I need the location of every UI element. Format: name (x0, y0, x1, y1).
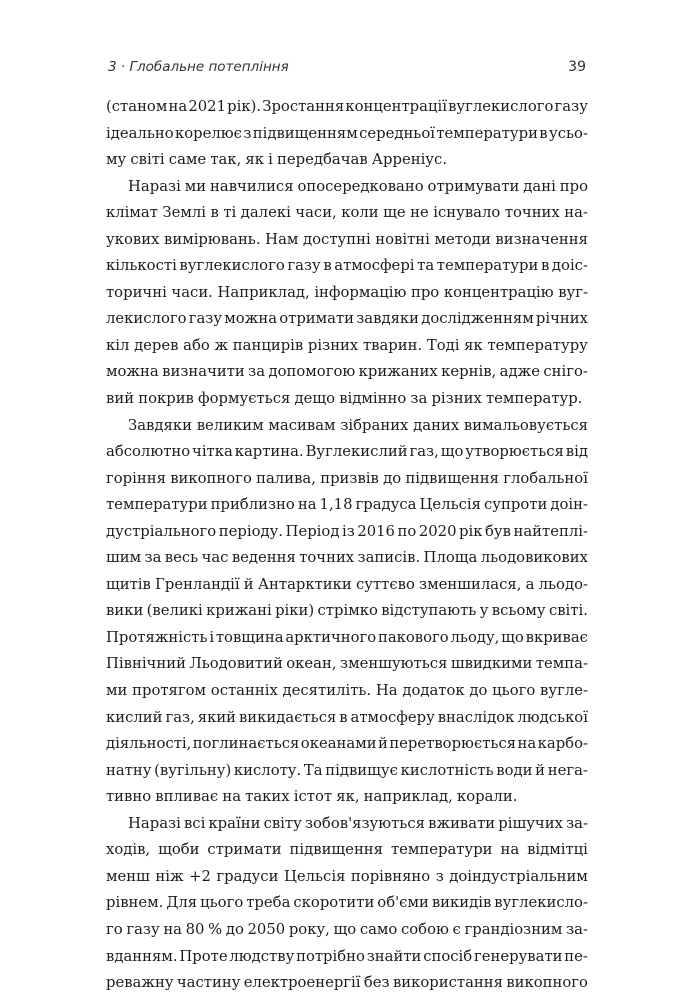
text-line: укових вимірювань. Нам доступні новітні методи визначення (106, 230, 588, 248)
text-line: менш ніж +2 градуси Цельсія порівняно з доіндустріальним (106, 867, 588, 885)
text-line: Завдяки великим масивам зібраних даних вимальовується (128, 416, 588, 434)
text-line: клімат Землі в ті далекі часи, коли ще не існувало точних на- (106, 204, 588, 222)
paragraph (106, 174, 588, 413)
running-head (108, 57, 586, 77)
text-line: температури приблизно на 1,18 градуса Цельсія супроти доін- (106, 496, 588, 514)
paragraph (106, 811, 588, 997)
body-text (106, 94, 588, 997)
text-line: кількості вуглекислого газу в атмосфері та температури в доіс- (106, 257, 588, 275)
text-line: кіл дерев або ж панцирів різних тварин. Тоді як температуру (106, 336, 588, 354)
text-line: ходів, щоби стримати підвищення температури на відмітці (106, 841, 588, 859)
paragraph (106, 94, 588, 174)
text-line: абсолютно чітка картина. Вуглекислий газ, що утворюється від (106, 443, 588, 461)
paragraph (106, 413, 588, 811)
text-line: Наразі ми навчилися опосередковано отримувати дані про (128, 177, 588, 195)
text-line: вданням. Проте людству потрібно знайти спосіб генерувати пе- (106, 947, 588, 965)
text-line: діяльності, поглинається океанами й перетворюється на карбо- (106, 735, 588, 753)
text-line: го газу на 80 % до 2050 року, що само собою є грандіозним за- (106, 920, 588, 938)
chapter-title: 3 · Глобальне потепління (108, 59, 289, 75)
text-line: ми протягом останніх десятиліть. На додаток до цього вугле- (106, 682, 588, 700)
text-line: му світі саме так, як і передбачав Арреніус. (106, 151, 447, 169)
text-line: ідеально корелює з підвищенням середньої температури в усьо- (106, 124, 588, 142)
text-line: рівнем. Для цього треба скоротити об'єми викидів вуглекисло- (106, 894, 588, 912)
text-line: шим за весь час ведення точних записів. Площа льодовикових (106, 549, 588, 567)
text-line: Північний Льодовитий океан, зменшуються швидкими темпа- (106, 655, 588, 673)
text-line: дустріального періоду. Період із 2016 по 2020 рік був найтеплі- (106, 522, 588, 540)
text-line: кислий газ, який викидається в атмосферу внаслідок людської (106, 708, 588, 726)
text-line: щитів Гренландії й Антарктики суттєво зменшилася, а льодо- (106, 575, 588, 593)
text-line: Протяжність і товщина арктичного пакового льоду, що вкриває (106, 628, 588, 646)
text-line: лекислого газу можна отримати завдяки дослідженням річних (106, 310, 588, 328)
text-line: торичні часи. Наприклад, інформацію про концентрацію вуг- (106, 283, 588, 301)
text-line: горіння викопного палива, призвів до підвищення глобальної (106, 469, 588, 487)
text-line: (станом на 2021 рік). Зростання концентрації вуглекислого газу (106, 98, 588, 115)
text-line: тивно впливає на таких істот як, наприклад, корали. (106, 788, 518, 806)
text-line: натну (вугільну) кислоту. Та підвищує кислотність води й нега- (106, 761, 588, 779)
text-line: Наразі всі країни світу зобов'язуються вживати рішучих за- (128, 814, 588, 832)
text-line: реважну частину електроенергії без використання викопного (106, 974, 588, 992)
text-line: вики (великі крижані ріки) стрімко відступають у всьому світі. (106, 602, 588, 620)
text-line: можна визначити за допомогою крижаних кернів, адже сніго- (106, 363, 588, 381)
page-number: 39 (568, 59, 586, 75)
text-line: вий покрив формується дещо відмінно за різних температур. (106, 390, 583, 408)
